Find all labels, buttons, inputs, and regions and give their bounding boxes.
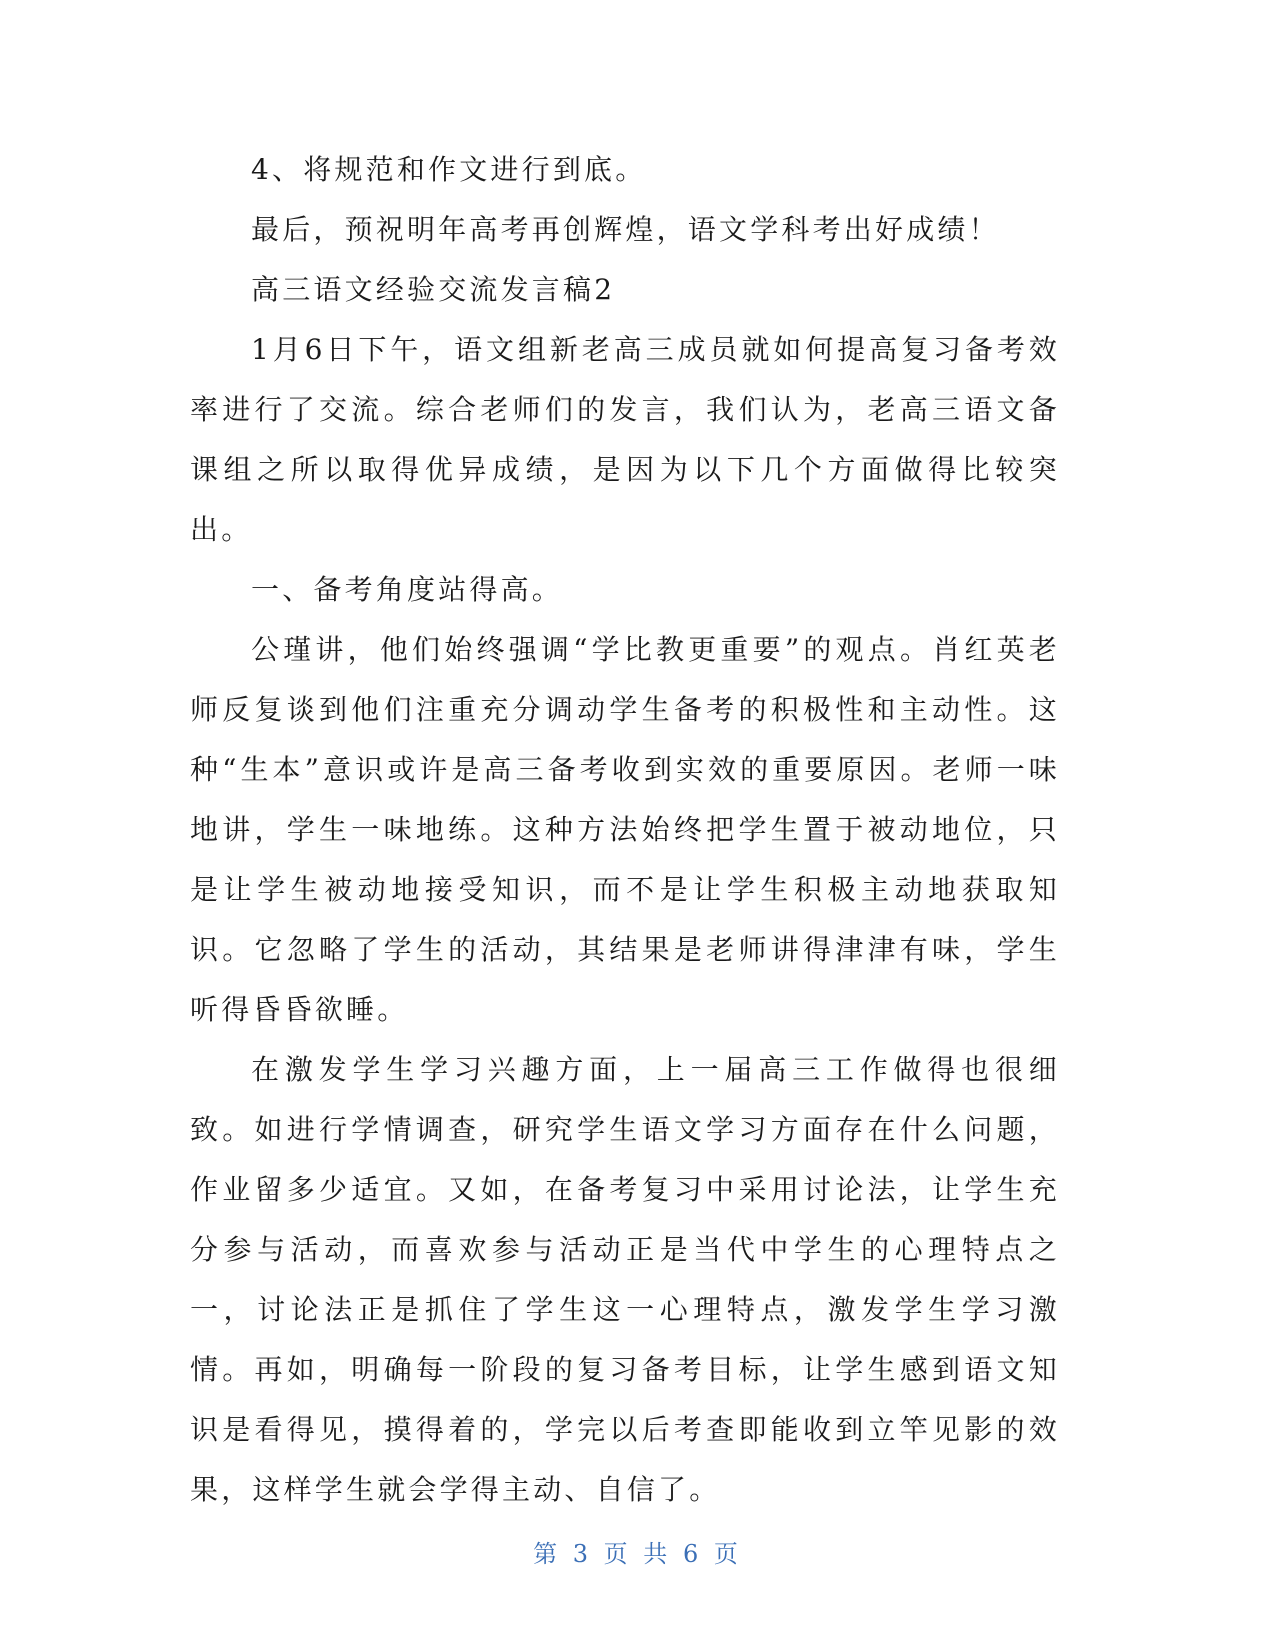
document-body (190, 140, 1060, 1520)
paragraph-student-centered: 公瑾讲，他们始终强调“学比教更重要”的观点。肖红英老师反复谈到他们注重充分调动学生备考的积极性和主动性。这种“生本”意识或许是高三备考收到实效的重要原因。老师一味地讲，学生一味地练。这种方法始终把学生置于被动地位，只是让学生被动地接受知识，而不是让学生积极主动地获取知识。它忽略了学生的活动，其结果是老师讲得津津有味，学生听得昏昏欲睡。 (190, 633, 1060, 1026)
paragraph-item-4: 4、将规范和作文进行到底。 (251, 153, 647, 186)
paragraph-closing-wish: 最后，预祝明年高考再创辉煌，语文学科考出好成绩！ (251, 213, 1000, 246)
subheading-one: 一、备考角度站得高。 (251, 573, 564, 606)
page-number-footer: 第 3 页 共 6 页 (533, 1540, 742, 1568)
paragraph-intro: 1月6日下午，语文组新老高三成员就如何提高复习备考效率进行了交流。综合老师们的发言，我们认为，老高三语文备课组之所以取得优异成绩，是因为以下几个方面做得比较突出。 (190, 333, 1060, 546)
paragraph-interest: 在激发学生学习兴趣方面，上一届高三工作做得也很细致。如进行学情调查，研究学生语文学习方面存在什么问题，作业留多少适宜。又如，在备考复习中采用讨论法，让学生充分参与活动，而喜欢参与活动正是当代中学生的心理特点之一，讨论法正是抓住了学生这一心理特点，激发学生学习激情。再如，明确每一阶段的复习备考目标，让学生感到语文知识是看得见，摸得着的，学完以后考查即能收到立竿见影的效果，这样学生就会学得主动、自信了。 (190, 1053, 1060, 1506)
section-title: 高三语文经验交流发言稿2 (251, 273, 616, 306)
